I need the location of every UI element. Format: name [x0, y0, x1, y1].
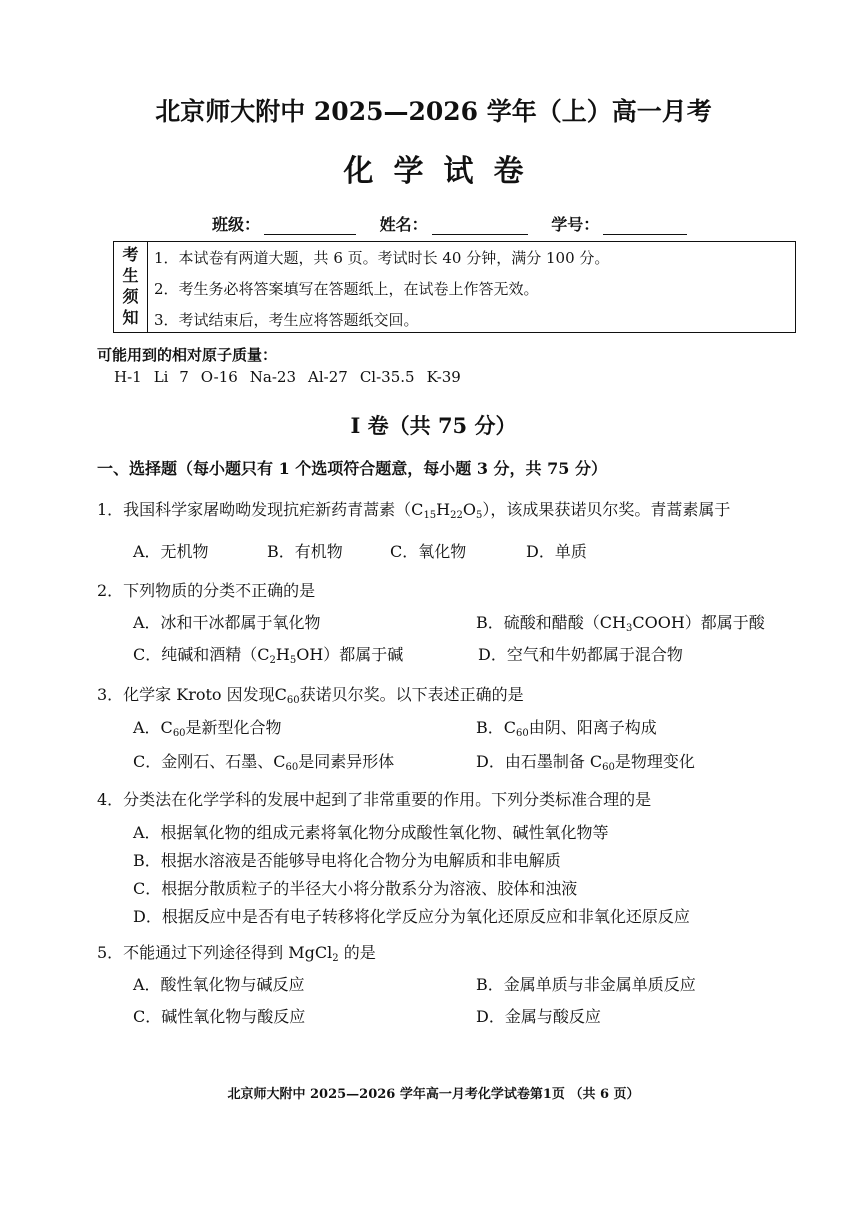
exam-subtitle: 化学试卷 — [343, 154, 544, 189]
notice-side-char: 考 — [122, 245, 139, 264]
q1-text: H — [436, 500, 451, 519]
q1-option-c[interactable]: C．氧化物 — [390, 542, 467, 561]
q1-option-d[interactable]: D．单质 — [526, 542, 587, 561]
q5-text: 的是 — [338, 943, 376, 962]
q3-c-text: C．金刚石、石墨、C — [133, 752, 286, 771]
q3-c-sub: 60 — [285, 762, 299, 773]
student-info-row — [212, 212, 705, 235]
q1-text: O — [462, 500, 476, 519]
class-label: 班级： — [212, 215, 261, 234]
q1-sub: 15 — [423, 510, 437, 521]
id-field[interactable] — [603, 220, 687, 235]
q2-c-text: C．纯碱和酒精（C — [133, 645, 270, 664]
question-5-stem — [97, 940, 376, 963]
q3-sub: 60 — [286, 695, 300, 706]
exam-title: 北京师大附中 2025—2026 学年（上）高一月考 — [155, 97, 712, 126]
q5-option-a[interactable]: A．酸性氧化物与碱反应 — [133, 975, 305, 994]
q3-option-d[interactable] — [476, 749, 695, 772]
q2-option-b[interactable] — [476, 610, 765, 633]
class-field[interactable] — [264, 220, 356, 235]
q5-option-d[interactable]: D．金属与酸反应 — [476, 1007, 601, 1026]
page-footer: 北京师大附中 2025—2026 学年高一月考化学试卷第1页 （共 6 页） — [227, 1087, 640, 1102]
question-4-stem: 4．分类法在化学学科的发展中起到了非常重要的作用。下列分类标准合理的是 — [97, 790, 652, 809]
q2-c-sub: 5 — [289, 655, 297, 666]
q3-option-a[interactable] — [133, 715, 282, 738]
id-label: 学号： — [551, 215, 600, 234]
q2-c-text: OH）都属于碱 — [296, 645, 404, 664]
candidate-notice-box — [113, 241, 796, 333]
question-1-stem — [97, 497, 730, 520]
notice-side-char: 须 — [122, 287, 139, 306]
notice-item: 3．考试结束后，考生应将答题纸交回。 — [154, 311, 419, 329]
q1-text: 1．我国科学家屠呦呦发现抗疟新药青蒿素（C — [97, 500, 424, 519]
atomic-mass-value: K-39 — [426, 368, 461, 386]
q5-option-b[interactable]: B．金属单质与非金属单质反应 — [476, 975, 696, 994]
question-3-stem — [97, 682, 524, 705]
q2-b-text: COOH）都属于酸 — [632, 613, 765, 632]
q2-option-c[interactable] — [133, 642, 403, 665]
q3-text: 获诺贝尔奖。以下表述正确的是 — [299, 685, 524, 704]
notice-item: 1．本试卷有两道大题，共 6 页。考试时长 40 分钟，满分 100 分。 — [154, 249, 610, 267]
q4-option-a[interactable]: A．根据氧化物的组成元素将氧化物分成酸性氧化物、碱性氧化物等 — [133, 823, 609, 842]
q3-b-sub: 60 — [516, 728, 529, 739]
q5-sub: 2 — [332, 953, 339, 964]
question-2-stem: 2．下列物质的分类不正确的是 — [97, 581, 316, 600]
q2-option-a[interactable]: A．冰和干冰都属于氧化物 — [133, 613, 321, 632]
q3-a-sub: 60 — [172, 728, 186, 739]
q3-a-text: 是新型化合物 — [185, 718, 282, 737]
notice-item: 2．考生务必将答案填写在答题纸上，在试卷上作答无效。 — [154, 280, 539, 298]
atomic-mass-value: Al-27 — [308, 368, 348, 386]
q2-b-text: B．硫酸和醋酸（CH — [476, 613, 626, 632]
q3-d-sub: 60 — [602, 762, 615, 773]
q3-b-text: B．C — [476, 718, 517, 737]
q3-a-text: A．C — [133, 718, 173, 737]
atomic-mass-value: Cl-35.5 — [359, 368, 415, 386]
q5-text: 5．不能通过下列途径得到 MgCl — [97, 943, 333, 962]
q1-sub: 22 — [450, 510, 463, 521]
q3-c-text: 是同素异形体 — [298, 752, 395, 771]
q1-option-a[interactable]: A．无机物 — [133, 542, 209, 561]
notice-side-label — [114, 242, 148, 332]
atomic-mass-value: Na-23 — [249, 368, 297, 386]
q2-c-text: H — [275, 645, 290, 664]
atomic-mass-value: H-1 — [114, 368, 142, 386]
q1-text: ），该成果获诺贝尔奖。青蒿素属于 — [482, 500, 731, 519]
q1-sub: 5 — [475, 510, 483, 521]
q2-b-sub: 3 — [625, 623, 633, 634]
q3-option-c[interactable] — [133, 749, 394, 772]
q5-option-c[interactable]: C．碱性氧化物与酸反应 — [133, 1007, 306, 1026]
notice-side-char: 知 — [122, 308, 139, 327]
part-title: 一、选择题（每小题只有 1 个选项符合题意，每小题 3 分，共 75 分） — [97, 459, 607, 478]
name-field[interactable] — [432, 220, 528, 235]
q4-option-d[interactable]: D．根据反应中是否有电子转移将化学反应分为氧化还原反应和非氧化还原反应 — [133, 907, 690, 926]
q3-option-b[interactable] — [476, 715, 657, 738]
q4-option-b[interactable]: B．根据水溶液是否能够导电将化合物分为电解质和非电解质 — [133, 851, 561, 870]
atomic-mass-title: 可能用到的相对原子质量： — [97, 346, 278, 364]
name-label: 姓名： — [379, 215, 428, 234]
q3-d-text: D．由石墨制备 C — [476, 752, 603, 771]
q3-text: 3．化学家 Kroto 因发现C — [97, 685, 287, 704]
notice-side-char: 生 — [122, 266, 139, 285]
atomic-mass-values — [114, 368, 473, 386]
atomic-mass-value: Li 7 — [153, 368, 189, 386]
q3-b-text: 由阴、阳离子构成 — [528, 718, 657, 737]
q2-c-sub: 2 — [269, 655, 276, 666]
q4-option-c[interactable]: C．根据分散质粒子的半径大小将分散系分为溶液、胶体和浊液 — [133, 879, 578, 898]
q1-option-b[interactable]: B．有机物 — [267, 542, 343, 561]
section-title: I 卷（共 75 分） — [350, 413, 517, 438]
q3-d-text: 是物理变化 — [614, 752, 695, 771]
atomic-mass-value: O-16 — [200, 368, 238, 386]
q2-option-d[interactable]: D．空气和牛奶都属于混合物 — [478, 645, 683, 664]
